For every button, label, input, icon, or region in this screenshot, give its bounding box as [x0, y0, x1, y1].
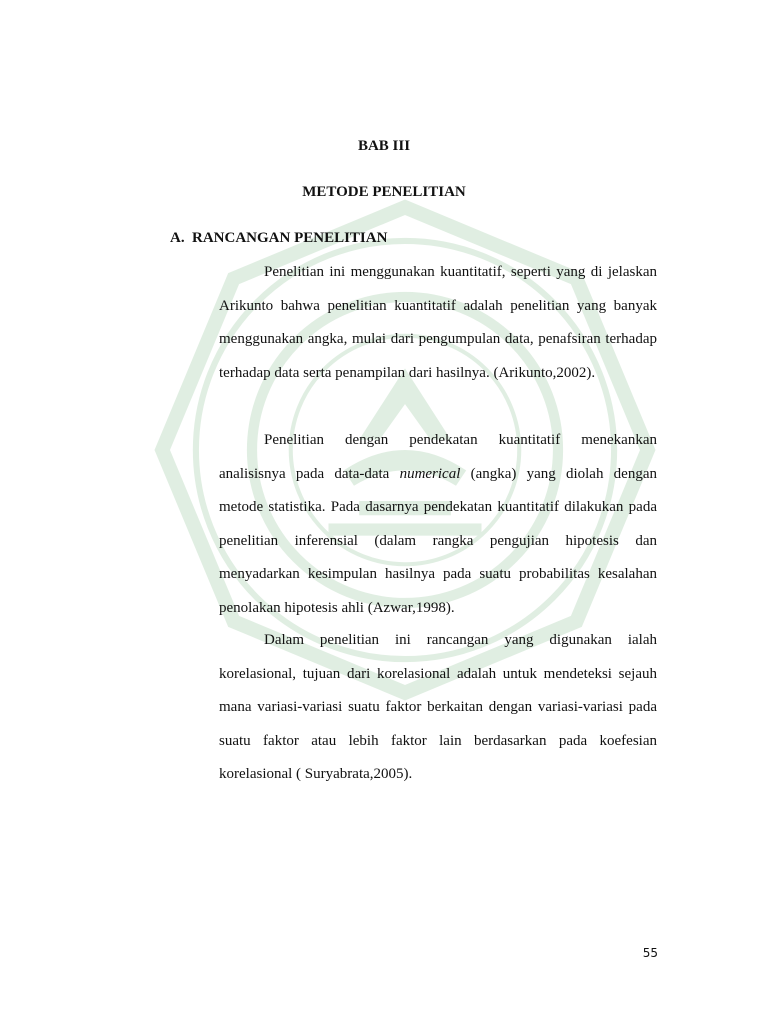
chapter-title: METODE PENELITIAN: [302, 184, 466, 200]
paragraph-text: Penelitian dengan pendekatan kuantitatif menekankan analisisnya pada data-data: [219, 432, 657, 482]
paragraph: [219, 624, 657, 792]
section-heading: [170, 230, 387, 247]
paragraph-text: Penelitian ini menggunakan kuantitatif, seperti yang di jelaskan Arikunto bahwa penelitian kuantitatif adalah penelitian yang banyak menggunakan angka, mulai dari pengumpulan data, penafsiran terhadap terhadap data serta penampilan dari hasilnya. (Arikunto,2002).: [219, 264, 657, 381]
paragraph: [219, 424, 657, 625]
page-number: 55: [642, 946, 658, 960]
paragraph-text: (angka) yang diolah dengan metode statistika. Pada dasarnya pendekatan kuantitatif dilakukan pada penelitian inferensial (dalam rangka pengujian hipotesis dan menyadarkan kesimpulan hasilnya pada suatu probabilitas kesalahan penolakan hipotesis ahli (Azwar,1998).: [219, 465, 657, 616]
paragraph: [219, 256, 657, 390]
paragraph-text: Dalam penelitian ini rancangan yang digunakan ialah korelasional, tujuan dari korelasional adalah untuk mendeteksi sejauh mana variasi-variasi suatu faktor berkaitan dengan variasi-variasi pada suatu faktor atau lebih faktor lain berdasarkan pada koefesian korelasional ( Suryabrata,2005).: [219, 632, 657, 782]
section-title: RANCANGAN PENELITIAN: [192, 230, 388, 246]
chapter-number: BAB III: [357, 138, 411, 154]
section-number: A.: [170, 230, 185, 246]
italic-term: numerical: [399, 465, 461, 482]
